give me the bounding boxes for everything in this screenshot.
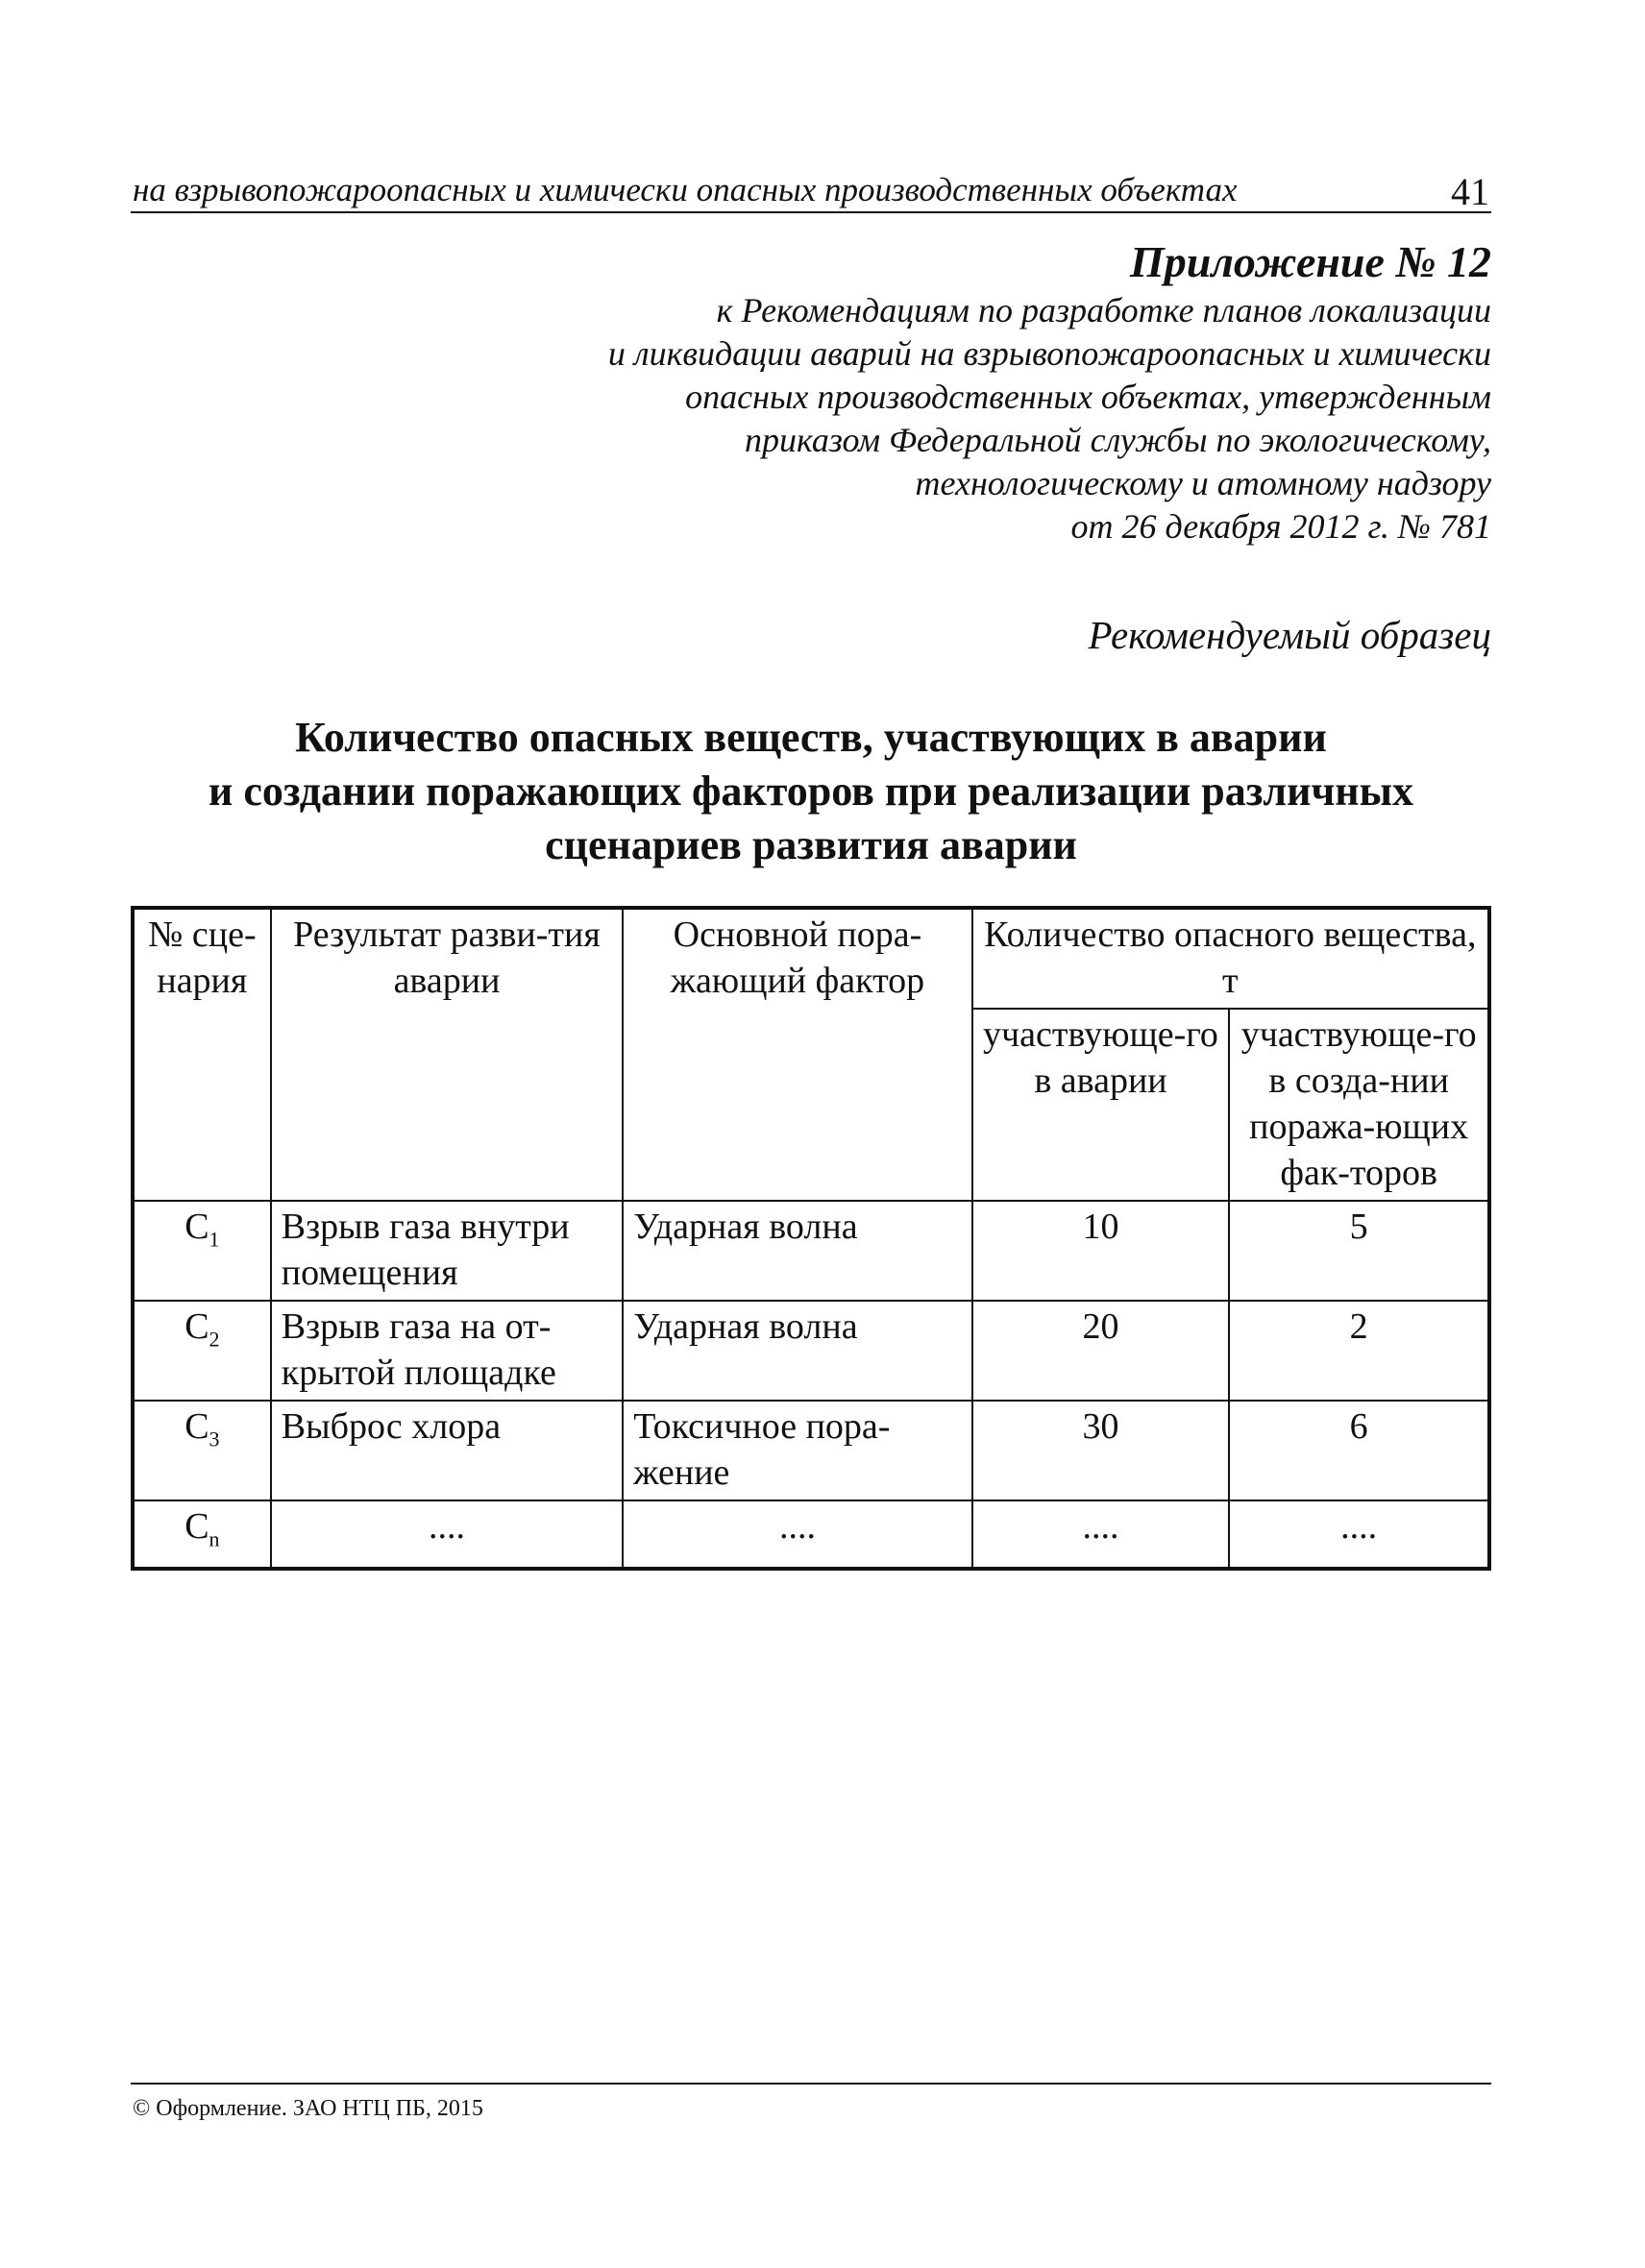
amount-in-accident: .... bbox=[972, 1500, 1230, 1569]
damage-factor: Ударная волна bbox=[623, 1301, 971, 1401]
appendix-line: и ликвидации аварий на взрывопожароопасных и химически bbox=[607, 334, 1491, 373]
appendix-block bbox=[242, 235, 1491, 549]
amount-in-factors: .... bbox=[1229, 1500, 1489, 1569]
header-amount-in-accident: участвующе-го в аварии bbox=[972, 1009, 1230, 1201]
header-scenario-number: № сце-нария bbox=[133, 908, 271, 1201]
appendix-line: опасных производственных объектах, утвержденным bbox=[685, 378, 1491, 416]
page-number: 41 bbox=[1451, 170, 1489, 213]
footer-divider bbox=[131, 2083, 1491, 2085]
table-row bbox=[133, 1201, 1489, 1301]
header-accident-result: Результат разви-тия аварии bbox=[271, 908, 624, 1201]
running-title: на взрывопожароопасных и химически опасных производственных объектах bbox=[133, 171, 1238, 208]
accident-result: Взрыв газа внутри помещения bbox=[271, 1201, 624, 1301]
scenario-id: $C_2$ bbox=[133, 1301, 271, 1401]
document-title bbox=[131, 711, 1491, 872]
appendix-line: от 26 декабря 2012 г. № 781 bbox=[1070, 507, 1491, 546]
amount-in-factors: 5 bbox=[1229, 1201, 1489, 1301]
appendix-line: технологическому и атомному надзору bbox=[915, 464, 1491, 502]
page-header bbox=[131, 169, 1491, 213]
sample-label: Рекомендуемый образец bbox=[1088, 613, 1491, 657]
accident-result: Выброс хлора bbox=[271, 1401, 624, 1500]
scenario-table bbox=[131, 906, 1491, 1571]
scenario-id: $C_3$ bbox=[133, 1401, 271, 1500]
table-row bbox=[133, 1301, 1489, 1401]
table-row bbox=[133, 1500, 1489, 1569]
amount-in-accident: 20 bbox=[972, 1301, 1230, 1401]
damage-factor: Ударная волна bbox=[623, 1201, 971, 1301]
appendix-line: к Рекомендациям по разработке планов локализации bbox=[716, 291, 1491, 329]
amount-in-accident: 10 bbox=[972, 1201, 1230, 1301]
appendix-title: Приложение № 12 bbox=[1129, 237, 1491, 286]
accident-result: Взрыв газа на от-крытой площадке bbox=[271, 1301, 624, 1401]
amount-in-accident: 30 bbox=[972, 1401, 1230, 1500]
damage-factor: Токсичное пора-жение bbox=[623, 1401, 971, 1500]
copyright-notice: © Оформление. ЗАО НТЦ ПБ, 2015 bbox=[133, 2096, 483, 2121]
amount-in-factors: 2 bbox=[1229, 1301, 1489, 1401]
appendix-line: приказом Федеральной службы по экологическому, bbox=[744, 421, 1491, 459]
scenario-id: $C_n$ bbox=[133, 1500, 271, 1569]
title-line: Количество опасных веществ, участвующих в аварии bbox=[295, 714, 1327, 761]
scenario-id: $C_1$ bbox=[133, 1201, 271, 1301]
table-row bbox=[133, 1401, 1489, 1500]
damage-factor: .... bbox=[623, 1500, 971, 1569]
amount-in-factors: 6 bbox=[1229, 1401, 1489, 1500]
header-substance-amount: Количество опасного вещества, т bbox=[972, 908, 1489, 1009]
header-damage-factor: Основной пора-жающий фактор bbox=[623, 908, 971, 1201]
title-line: и создании поражающих факторов при реализации различных bbox=[209, 768, 1413, 815]
table-header-row bbox=[133, 908, 1489, 1009]
header-amount-in-factors: участвующе-го в созда-нии поража-ющих фак-торов bbox=[1229, 1009, 1489, 1201]
title-line: сценариев развития аварии bbox=[545, 821, 1077, 868]
accident-result: .... bbox=[271, 1500, 624, 1569]
